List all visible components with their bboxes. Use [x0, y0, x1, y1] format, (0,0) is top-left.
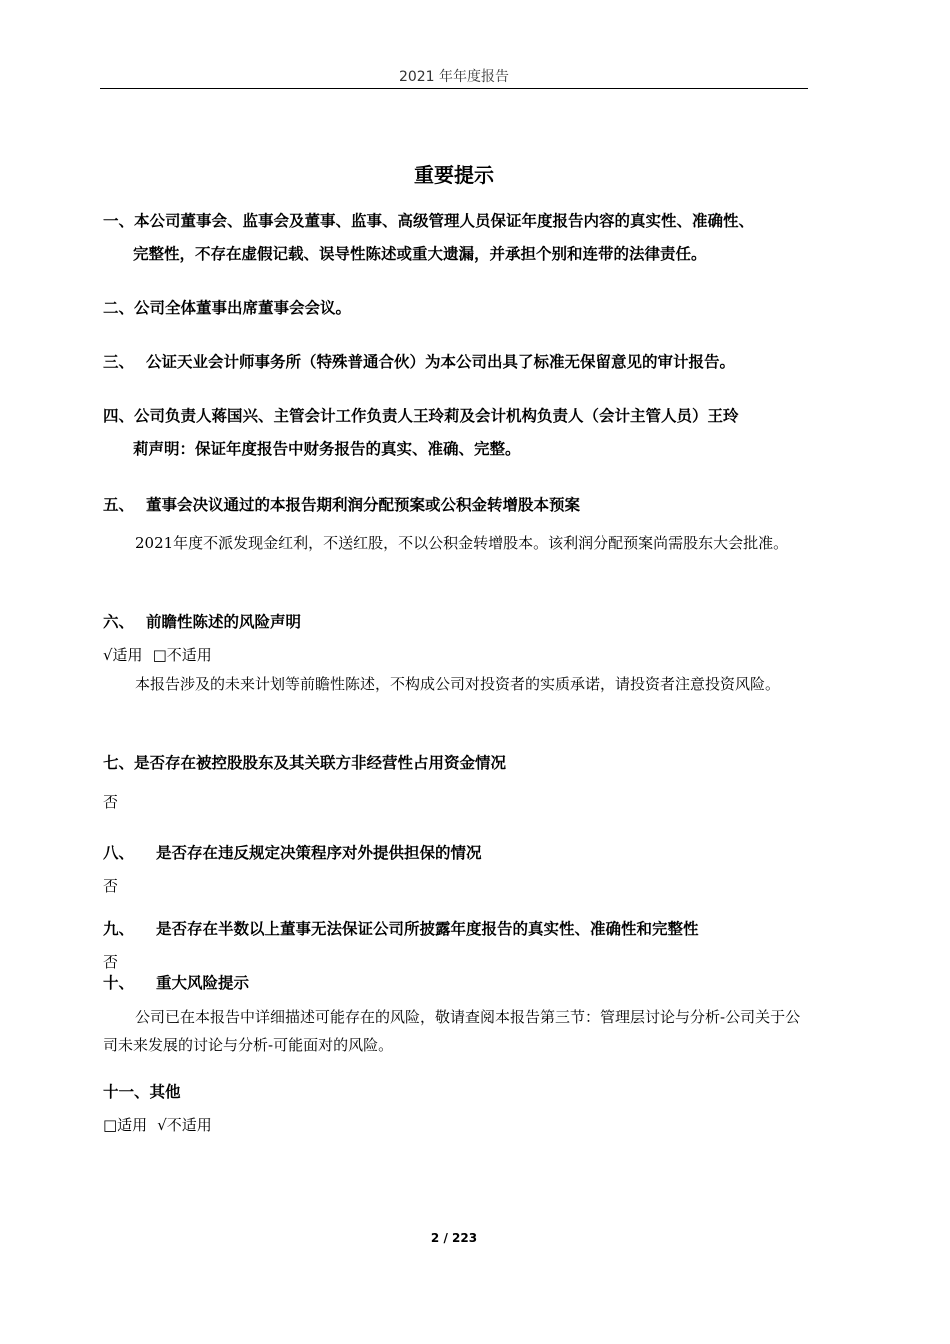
- item-number: 三、: [103, 353, 135, 371]
- item-text: 董事会决议通过的本报告期利润分配预案或公积金转增股本预案: [146, 496, 581, 514]
- item-text: 其他: [149, 1083, 181, 1101]
- notice-item-2: [103, 292, 833, 325]
- checkbox-not-applicable: □不适用: [152, 646, 212, 664]
- item-8-answer: 否: [103, 877, 119, 895]
- item-number: 七、: [103, 754, 135, 772]
- item-text: 公司全体董事出席董事会会议。: [134, 299, 352, 317]
- item-text: 重大风险提示: [156, 974, 250, 992]
- notice-item-9: [103, 913, 833, 946]
- item-text: 公证天业会计师事务所（特殊普通合伙）为本公司出具了标准无保留意见的审计报告。: [146, 353, 736, 371]
- page-header: 2021 年年度报告: [398, 69, 510, 85]
- item-number: 九、: [103, 920, 135, 938]
- checkbox-applicable: √适用: [103, 646, 143, 664]
- item-number: 五、: [103, 496, 135, 514]
- item-number: 六、: [103, 613, 135, 631]
- item-text: 本公司董事会、监事会及董事、监事、高级管理人员保证年度报告内容的真实性、准确性、: [134, 212, 755, 230]
- notice-item-1: [103, 205, 833, 271]
- item-text: 是否存在被控股股东及其关联方非经营性占用资金情况: [134, 754, 507, 772]
- item-7-answer: 否: [103, 793, 119, 811]
- item-text: 前瞻性陈述的风险声明: [146, 613, 302, 631]
- header-divider: [100, 88, 808, 89]
- item-number: 十一、: [103, 1083, 150, 1101]
- item-11-checkboxes: [103, 1114, 212, 1136]
- notice-item-7: [103, 747, 833, 780]
- item-6-checkboxes: [103, 644, 212, 666]
- checkbox-not-applicable: √不适用: [157, 1116, 212, 1134]
- item-number: 四、: [103, 407, 135, 425]
- item-9-answer: 否: [103, 953, 119, 971]
- page-number: 2 / 223: [430, 1231, 478, 1245]
- item-text-continued: 莉声明：保证年度报告中财务报告的真实、准确、完整。: [133, 440, 521, 458]
- item-6-body: 本报告涉及的未来计划等前瞻性陈述，不构成公司对投资者的实质承诺，请投资者注意投资风险。: [135, 675, 781, 693]
- item-10-body: 公司已在本报告中详细描述可能存在的风险，敬请查阅本报告第三节：管理层讨论与分析-公司关于公司未来发展的讨论与分析-可能面对的风险。: [103, 1008, 801, 1054]
- item-5-body: 2021年度不派发现金红利，不送红股，不以公积金转增股本。该利润分配预案尚需股东大会批准。: [135, 534, 789, 552]
- item-text: 是否存在半数以上董事无法保证公司所披露年度报告的真实性、准确性和完整性: [156, 920, 699, 938]
- notice-item-8: [103, 837, 833, 870]
- item-number: 二、: [103, 299, 135, 317]
- item-number: 八、: [103, 844, 135, 862]
- notice-item-11: [103, 1076, 833, 1109]
- notice-item-10: [103, 967, 833, 1000]
- notice-item-4: [103, 400, 833, 466]
- notice-item-5: [103, 489, 833, 522]
- notice-item-3: [103, 346, 833, 379]
- item-text-continued: 完整性，不存在虚假记载、误导性陈述或重大遗漏，并承担个别和连带的法律责任。: [133, 245, 707, 263]
- item-text: 公司负责人蒋国兴、主管会计工作负责人王玲莉及会计机构负责人（会计主管人员）王玲: [134, 407, 739, 425]
- checkbox-applicable: □适用: [103, 1116, 148, 1134]
- item-number: 一、: [103, 212, 135, 230]
- notice-item-6: [103, 606, 833, 639]
- page-title: 重要提示: [414, 163, 494, 187]
- item-text: 是否存在违反规定决策程序对外提供担保的情况: [156, 844, 482, 862]
- item-number: 十、: [103, 974, 135, 992]
